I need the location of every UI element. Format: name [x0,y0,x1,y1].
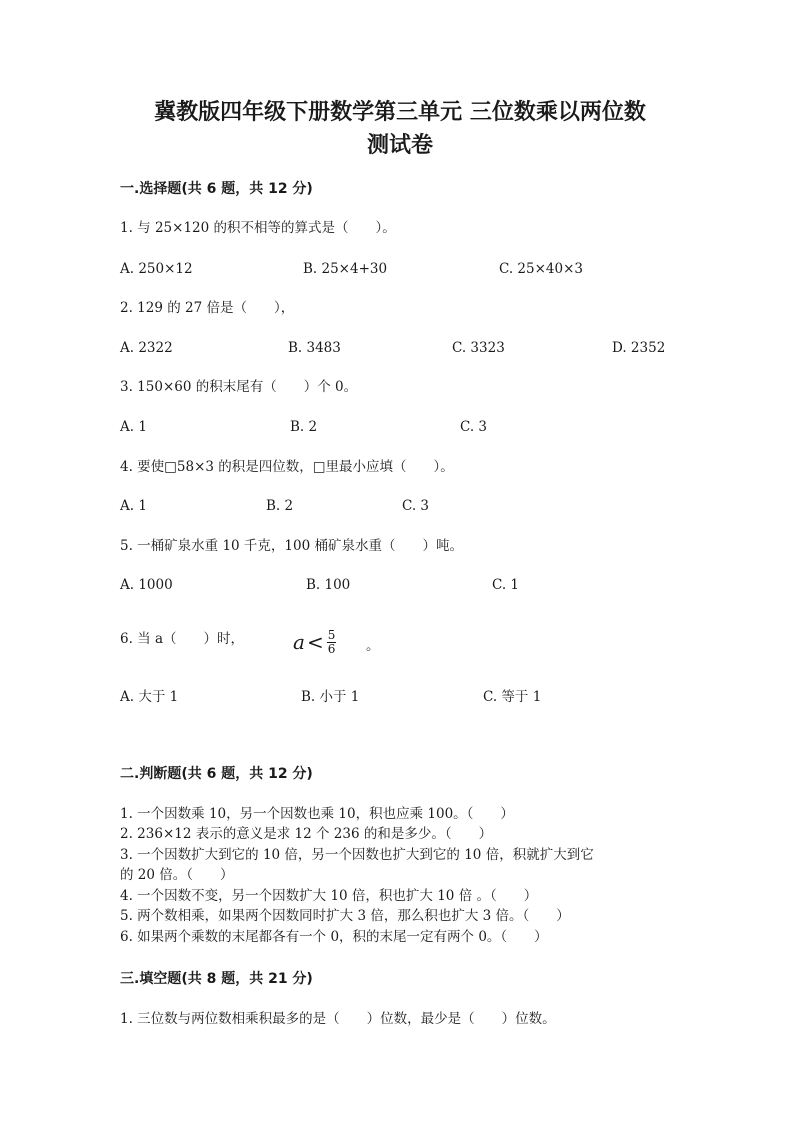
judgement-line-3: 3. 一个因数扩大到它的 10 倍，另一个因数也扩大到它的 10 倍，积就扩大到它 [120,847,594,863]
judgement-line-3-cont: 的 20 倍。（ ） [120,867,234,883]
judgement-line-1: 1. 一个因数乘 10，另一个因数也乘 10，积也应乘 100。（ ） [120,806,514,822]
q5-option-c: C. 1 [492,577,520,593]
judgement-line-6: 6. 如果两个乘数的末尾都各有一个 0，积的末尾一定有两个 0。（ ） [120,929,548,945]
q6-option-a: A. 大于 1 [120,689,179,705]
fill-blank-line-1: 1. 三位数与两位数相乘积最多的是（ ）位数，最少是（ ）位数。 [120,1011,556,1027]
exam-title-line1: 冀教版四年级下册数学第三单元 三位数乘以两位数 [154,100,646,125]
question-1: 1. 与 25×120 的积不相等的算式是（ ）。 [120,220,396,236]
q1-option-a: A. 250×12 [120,261,193,277]
judgement-line-5: 5. 两个数相乘，如果两个因数同时扩大 3 倍，那么积也扩大 3 倍。（ ） [120,908,570,924]
q5-option-b: B. 100 [306,577,351,593]
q6-option-b: B. 小于 1 [301,689,360,705]
question-4: 4. 要使□58×3 的积是四位数，□里最小应填（ ）。 [120,459,454,475]
formula-variable: a [293,630,305,654]
q3-option-a: A. 1 [120,419,147,435]
q2-option-d: D. 2352 [612,340,666,356]
q4-option-c: C. 3 [402,498,430,514]
judgement-line-2: 2. 236×12 表示的意义是求 12 个 236 的和是多少。（ ） [120,826,493,842]
question-5: 5. 一桶矿泉水重 10 千克，100 桶矿泉水重（ ）吨。 [120,538,463,554]
q4-option-b: B. 2 [266,498,294,514]
question-2: 2. 129 的 27 倍是（ ）， [120,300,295,316]
section-heading-judgement: 二.判断题(共 6 题，共 12 分) [120,766,313,782]
exam-title-line2: 测试卷 [366,133,433,158]
q2-option-b: B. 3483 [288,340,341,356]
question-3: 3. 150×60 的积末尾有（ ）个 0。 [120,379,358,395]
section-heading-fill-blank: 三.填空题(共 8 题，共 21 分) [120,971,313,987]
formula-tail: 。 [366,638,380,654]
q1-option-b: B. 25×4+30 [303,261,388,277]
q3-option-b: B. 2 [290,419,318,435]
formula-less-than: < [306,630,324,654]
fraction-numerator: 5 [327,627,336,642]
q4-option-a: A. 1 [120,498,147,514]
fraction-denominator: 6 [327,641,336,656]
q6-option-c: C. 等于 1 [483,689,542,705]
q2-option-c: C. 3323 [452,340,505,356]
formula-fraction [327,629,337,656]
q5-option-a: A. 1000 [120,577,173,593]
q3-option-c: C. 3 [460,419,488,435]
judgement-line-4: 4. 一个因数不变，另一个因数扩大 10 倍，积也扩大 10 倍 。（ ） [120,888,538,904]
inequality-formula [293,626,336,658]
q2-option-a: A. 2322 [120,340,173,356]
question-6: 6. 当 a（ ）时， [120,631,245,647]
q1-option-c: C. 25×40×3 [499,261,583,277]
section-heading-choice: 一.选择题(共 6 题，共 12 分) [120,181,313,197]
